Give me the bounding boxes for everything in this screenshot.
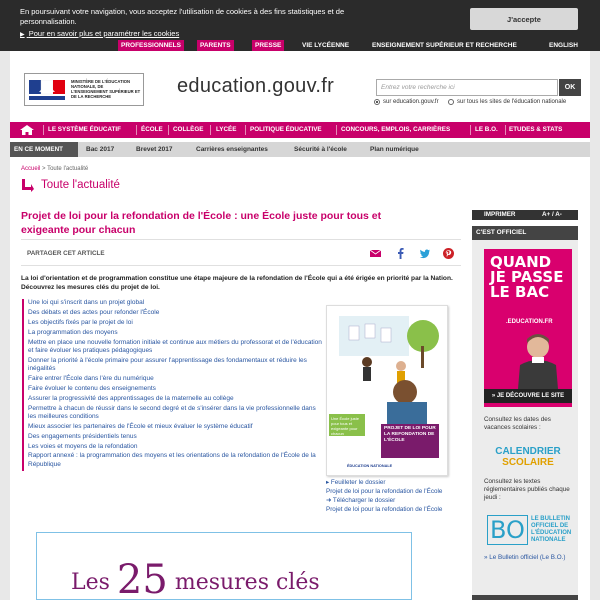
cover-tagline: Une École juste pour tous et exigeante pour chacun — [331, 416, 360, 436]
topnav-item-english[interactable]: ENGLISH — [549, 42, 578, 49]
font-size-toggle[interactable]: A+ / A- — [542, 211, 562, 218]
breadcrumb-current: Toute l'actualité — [47, 166, 89, 172]
search-input[interactable]: Entrez votre recherche ici — [376, 79, 558, 96]
arrow-down-right-icon — [21, 178, 35, 192]
banner-pre: Les — [71, 570, 110, 595]
radio-site-scope[interactable] — [374, 99, 439, 105]
cookie-banner — [0, 0, 600, 40]
bac-line: QUAND — [490, 253, 552, 271]
bo-text: Consultez les textes réglementaires publiés chaque jeudi : — [484, 478, 570, 501]
mainnav-item-etudes-stats[interactable]: ETUDES & STATS — [509, 126, 563, 133]
mesures-cles-banner[interactable] — [36, 532, 412, 600]
radio-site-label: sur education.gouv.fr — [383, 99, 439, 105]
pub-feuilleter-link[interactable]: ▸ Feuilleter le dossier — [326, 479, 386, 486]
pinterest-icon[interactable] — [442, 247, 455, 260]
bo-subtitle: LE BULLETIN OFFICIEL DE L'ÉDUCATION NATIONALE — [530, 516, 572, 543]
toc-item[interactable]: Les voies et moyens de la refondation — [28, 442, 138, 450]
toc-item[interactable]: Mettre en place une nouvelle formation initiale et continue aux métiers du professorat et de l'éducation et faire évoluer les pratiques pédagogiques — [28, 338, 322, 354]
breadcrumb — [21, 166, 88, 172]
pub-telecharger-title[interactable]: Projet de loi pour la refondation de l'École — [326, 506, 443, 513]
email-icon[interactable] — [369, 247, 382, 260]
trending-item-securite[interactable]: Sécurité à l'école — [294, 146, 347, 153]
bac-line: JE PASSE — [490, 268, 564, 286]
radio-all-scope[interactable] — [448, 99, 566, 105]
trending-label: EN CE MOMENT — [10, 142, 78, 157]
cover-title: PROJET DE LOI POUR LA REFONDATION DE L'ÉCOLE — [384, 426, 436, 443]
banner-number: 25 — [116, 557, 168, 600]
banner-post: mesures clés — [174, 570, 320, 595]
facebook-icon[interactable] — [394, 247, 407, 260]
bo-link[interactable]: » Le Bulletin officiel (Le B.O.) — [484, 554, 566, 561]
trending-item-carrieres[interactable]: Carrières enseignantes — [196, 146, 268, 153]
toc-item[interactable]: Des débats et des actes pour refonder l'École — [28, 308, 160, 316]
topnav-item-presse[interactable]: PRESSE — [252, 40, 284, 51]
official-heading: C'EST OFFICIEL — [472, 226, 578, 240]
article-toc — [22, 299, 322, 471]
mainnav-item-bo[interactable]: LE B.O. — [475, 126, 498, 133]
breadcrumb-separator: > — [42, 166, 46, 172]
ministry-logo[interactable] — [24, 73, 144, 106]
trending-item-numerique[interactable]: Plan numérique — [370, 146, 419, 153]
main-navigation — [10, 122, 590, 138]
toc-item[interactable]: Une loi qui s'inscrit dans un projet global — [28, 299, 145, 306]
search-button[interactable]: OK — [559, 79, 581, 96]
mainnav-item-lycee[interactable]: LYCÉE — [216, 126, 237, 133]
bac-promo-heading — [490, 255, 563, 300]
mainnav-item-ecole[interactable]: ÉCOLE — [141, 126, 163, 133]
cookie-more-link[interactable] — [20, 29, 179, 38]
bac-domain: .EDUCATION.FR — [506, 319, 553, 325]
student-photo — [510, 329, 566, 389]
toc-item[interactable]: Mieux associer les partenaires de l'École et mieux évaluer le système éducatif — [28, 422, 253, 430]
home-icon[interactable] — [14, 124, 40, 136]
radio-checked-icon — [374, 99, 380, 105]
banner-heading — [71, 553, 320, 599]
trending-bar — [10, 142, 590, 157]
toc-item[interactable]: Rapport annexé : la programmation des moyens et les orientations de la refondation de l'École de la République — [28, 452, 316, 468]
toc-item[interactable]: Faire évoluer le contenu des enseignements — [28, 384, 156, 392]
bac-line: LE BAC — [490, 283, 550, 301]
toc-item[interactable]: Les objectifs fixés par le projet de loi — [28, 318, 133, 326]
section-header — [21, 178, 120, 192]
trending-item-brevet[interactable]: Brevet 2017 — [136, 146, 173, 153]
article-title: Projet de loi pour la refondation de l'École : une École juste pour tous et exigeante pour chacun — [21, 210, 382, 236]
download-icon: ➜ — [326, 497, 332, 504]
sidebar-footer-bar — [472, 595, 578, 600]
marianne-flag-icon — [29, 80, 65, 101]
topnav-item-enseignement-superieur[interactable]: ENSEIGNEMENT SUPÉRIEUR ET RECHERCHE — [372, 42, 517, 49]
bac-promo-banner[interactable] — [484, 249, 572, 407]
publication-illustration — [327, 306, 448, 476]
cookie-more-label: Pour en savoir plus et paramétrer les cookies — [28, 29, 180, 38]
top-navigation — [0, 40, 600, 51]
toc-item[interactable]: Des engagements présidentiels tenus — [28, 432, 137, 440]
mainnav-item-politique-educative[interactable]: POLITIQUE ÉDUCATIVE — [250, 126, 322, 133]
toc-item[interactable]: Assurer la progressivité des apprentissages de la maternelle au collège — [28, 394, 234, 402]
topnav-item-professionnels[interactable]: PROFESSIONNELS — [118, 40, 184, 51]
mainnav-item-concours[interactable]: CONCOURS, EMPLOIS, CARRIÈRES — [341, 126, 451, 133]
toc-item[interactable]: Donner la priorité à l'école primaire pour assurer l'apprentissage des fondamentaux et réduire les inégalités — [28, 356, 307, 373]
site-title[interactable]: education.gouv.fr — [177, 75, 335, 97]
divider — [21, 265, 461, 266]
radio-unchecked-icon — [448, 99, 454, 105]
topnav-item-vie-lyceenne[interactable]: VIE LYCÉENNE — [302, 42, 350, 49]
article-intro: La loi d'orientation et de programmation constitue une étape majeure de la refondation de l'École qui a été érigée en priorité par la Nation. Découvrez les mesures clés du projet de loi. — [21, 275, 453, 291]
trending-item-bac[interactable]: Bac 2017 — [86, 146, 115, 153]
pub-feuilleter-label: Feuilleter le dossier — [330, 479, 386, 486]
calendrier-scolaire-link[interactable] — [484, 440, 572, 474]
calendar-line-2: SCOLAIRE — [502, 457, 554, 468]
calendar-line-1: CALENDRIER — [495, 446, 561, 457]
bac-cta[interactable]: » JE DÉCOUVRE LE SITE — [484, 389, 572, 403]
share-label: PARTAGER CET ARTICLE — [27, 250, 105, 257]
toc-item[interactable]: Faire entrer l'École dans l'ère du numérique — [28, 374, 154, 382]
bo-mark: BO — [487, 515, 528, 545]
breadcrumb-home[interactable]: Accueil — [21, 166, 41, 172]
page-container — [10, 51, 590, 600]
cookie-message: En poursuivant votre navigation, vous acceptez l'utilisation de cookies à des fins statistiques et de personnalisation. — [20, 7, 345, 26]
section-title: Toute l'actualité — [41, 179, 120, 191]
mainnav-item-systeme-educatif[interactable]: LE SYSTÈME ÉDUCATIF — [48, 126, 122, 133]
pub-telecharger-link[interactable] — [326, 497, 395, 505]
bulletin-officiel-logo[interactable] — [487, 510, 573, 550]
pub-feuilleter-title[interactable]: Projet de loi pour la refondation de l'École — [326, 488, 443, 495]
tools-bar — [472, 210, 578, 220]
twitter-icon[interactable] — [418, 247, 431, 260]
chevron-right-icon: ▶ — [20, 32, 25, 38]
cookie-accept-button[interactable]: J'accepte — [470, 8, 578, 30]
cover-ministry: ÉDUCATION NATIONALE — [347, 464, 393, 468]
toc-item[interactable]: Permettre à chacun de réussir dans le second degré et de s'insérer dans la vie professionnelle dans les meilleures conditions — [28, 404, 316, 420]
pub-telecharger-label: Télécharger le dossier — [332, 497, 396, 504]
divider — [21, 239, 461, 240]
topnav-item-parents[interactable]: PARENTS — [197, 40, 234, 51]
vacances-text: Consultez les dates des vacances scolaires : — [484, 416, 551, 431]
publication-cover-image[interactable] — [326, 305, 448, 476]
mainnav-item-college[interactable]: COLLÈGE — [173, 126, 204, 133]
toc-item[interactable]: La programmation des moyens — [28, 328, 118, 336]
logo-text: MINISTÈRE DE L'ÉDUCATION NATIONALE, DE L'ENSEIGNEMENT SUPÉRIEUR ET DE LA RECHERCHE — [71, 79, 141, 99]
radio-all-label: sur tous les sites de l'éducation nationale — [457, 99, 567, 105]
print-button[interactable]: IMPRIMER — [484, 211, 516, 218]
